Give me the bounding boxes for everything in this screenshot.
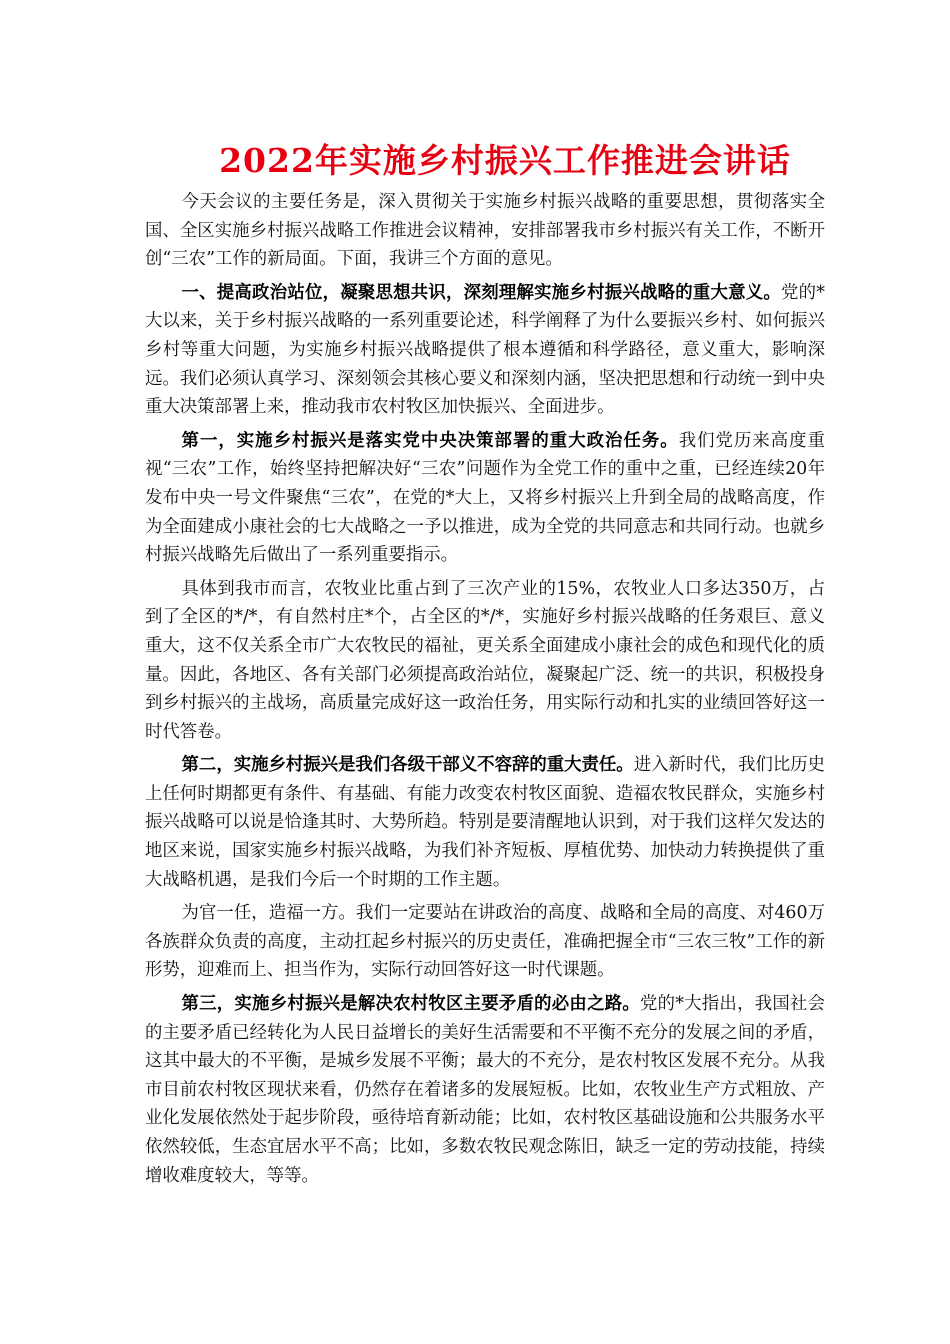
paragraph-1-text: 今天会议的主要任务是，深入贯彻关于实施乡村振兴战略的重要思想，贯彻落实全国、全区实施乡村振兴战略工作推进会议精神，安排部署我市乡村振兴有关工作，不断开创“三农”工作的新局面。下面，我讲三个方面的意见。 — [145, 192, 825, 270]
paragraph-6-text: 为官一任，造福一方。我们一定要站在讲政治的高度、战略和全局的高度、对460万各族群众负责的高度，主动扛起乡村振兴的历史责任，准确把握全市“三农三牧”工作的新形势，迎难而上、担当作为，实际行动回答好这一时代课题。 — [145, 903, 825, 981]
paragraph-5-text: 进入新时代，我们比历史上任何时期都更有条件、有基础、有能力改变农村牧区面貌、造福农牧民群众，实施乡村振兴战略可以说是恰逢其时、大势所趋。特别是要清醒地认识到，对于我们这样欠发达的地区来说，国家实施乡村振兴战略，为我们补齐短板、厚植优势、加快动力转换提供了重大战略机遇，是我们今后一个时期的工作主题。 — [145, 755, 826, 890]
document-title: 2022年实施乡村振兴工作推进会讲话 — [219, 141, 791, 180]
paragraph-7-text: 党的*大指出，我国社会的主要矛盾已经转化为人民日益增长的美好生活需要和不平衡不充分的发展之间的矛盾，这其中最大的不平衡，是城乡发展不平衡；最大的不充分，是农村牧区发展不充分。从我市目前农村牧区现状来看，仍然存在着诸多的发展短板。比如，农牧业生产方式粗放、产业化发展依然处于起步阶段，亟待培育新动能；比如，农村牧区基础设施和公共服务水平依然较低，生态宜居水平不高；比如，多数农牧民观念陈旧，缺乏一定的劳动技能，持续增收难度较大，等等。 — [145, 994, 825, 1186]
paragraph-7-heading: 第三，实施乡村振兴是解决农村牧区主要矛盾的必由之路。 — [181, 994, 640, 1015]
paragraph-2-text: 党的*大以来，关于乡村振兴战略的一系列重要论述，科学阐释了为什么要振兴乡村、如何振兴乡村等重大问题，为实施乡村振兴战略提供了根本遵循和科学路径，意义重大，影响深远。我们必须认真学习、深刻领会其核心要义和深刻内涵，坚决把思想和行动统一到中央重大决策部署上来，推动我市农村牧区加快振兴、全面进步。 — [145, 282, 825, 418]
paragraph-4-text: 具体到我市而言，农牧业比重占到了三次产业的15%，农牧业人口多达350万，占到了全区的*/*，有自然村庄*个，占全区的*/*，实施好乡村振兴战略的任务艰巨、意义重大，这不仅关系全市广大农牧民的福祉，更关系全面建成小康社会的成色和现代化的质量。因此，各地区、各有关部门必须提高政治站位，凝聚起广泛、统一的共识，积极投身到乡村振兴的主战场，高质量完成好这一政治任务，用实际行动和扎实的业绩回答好这一时代答卷。 — [145, 578, 825, 742]
paragraph-3-text: 我们党历来高度重视“三农”工作，始终坚持把解决好“三农”问题作为全党工作的重中之重，已经连续20年发布中央一号文件聚焦“三农”，在党的*大上，又将乡村振兴上升到全局的战略高度，作为全面建成小康社会的七大战略之一予以推进，成为全党的共同意志和共同行动。也就乡村振兴战略先后做出了一系列重要指示。 — [145, 430, 825, 566]
paragraph-7 — [145, 990, 825, 1190]
paragraph-5 — [145, 751, 825, 894]
paragraph-5-heading: 第二，实施乡村振兴是我们各级干部义不容辞的重大责任。 — [181, 755, 634, 776]
paragraph-2-heading: 一、提高政治站位，凝聚思想共识，深刻理解实施乡村振兴战略的重大意义。 — [181, 282, 782, 303]
paragraph-3-heading: 第一，实施乡村振兴是落实党中央决策部署的重大政治任务。 — [181, 430, 679, 451]
paragraph-3 — [145, 427, 825, 570]
paragraph-2 — [145, 279, 825, 422]
paragraph-1 — [145, 188, 825, 274]
document-body — [145, 188, 825, 1195]
paragraph-4 — [145, 575, 825, 747]
paragraph-6 — [145, 899, 825, 985]
